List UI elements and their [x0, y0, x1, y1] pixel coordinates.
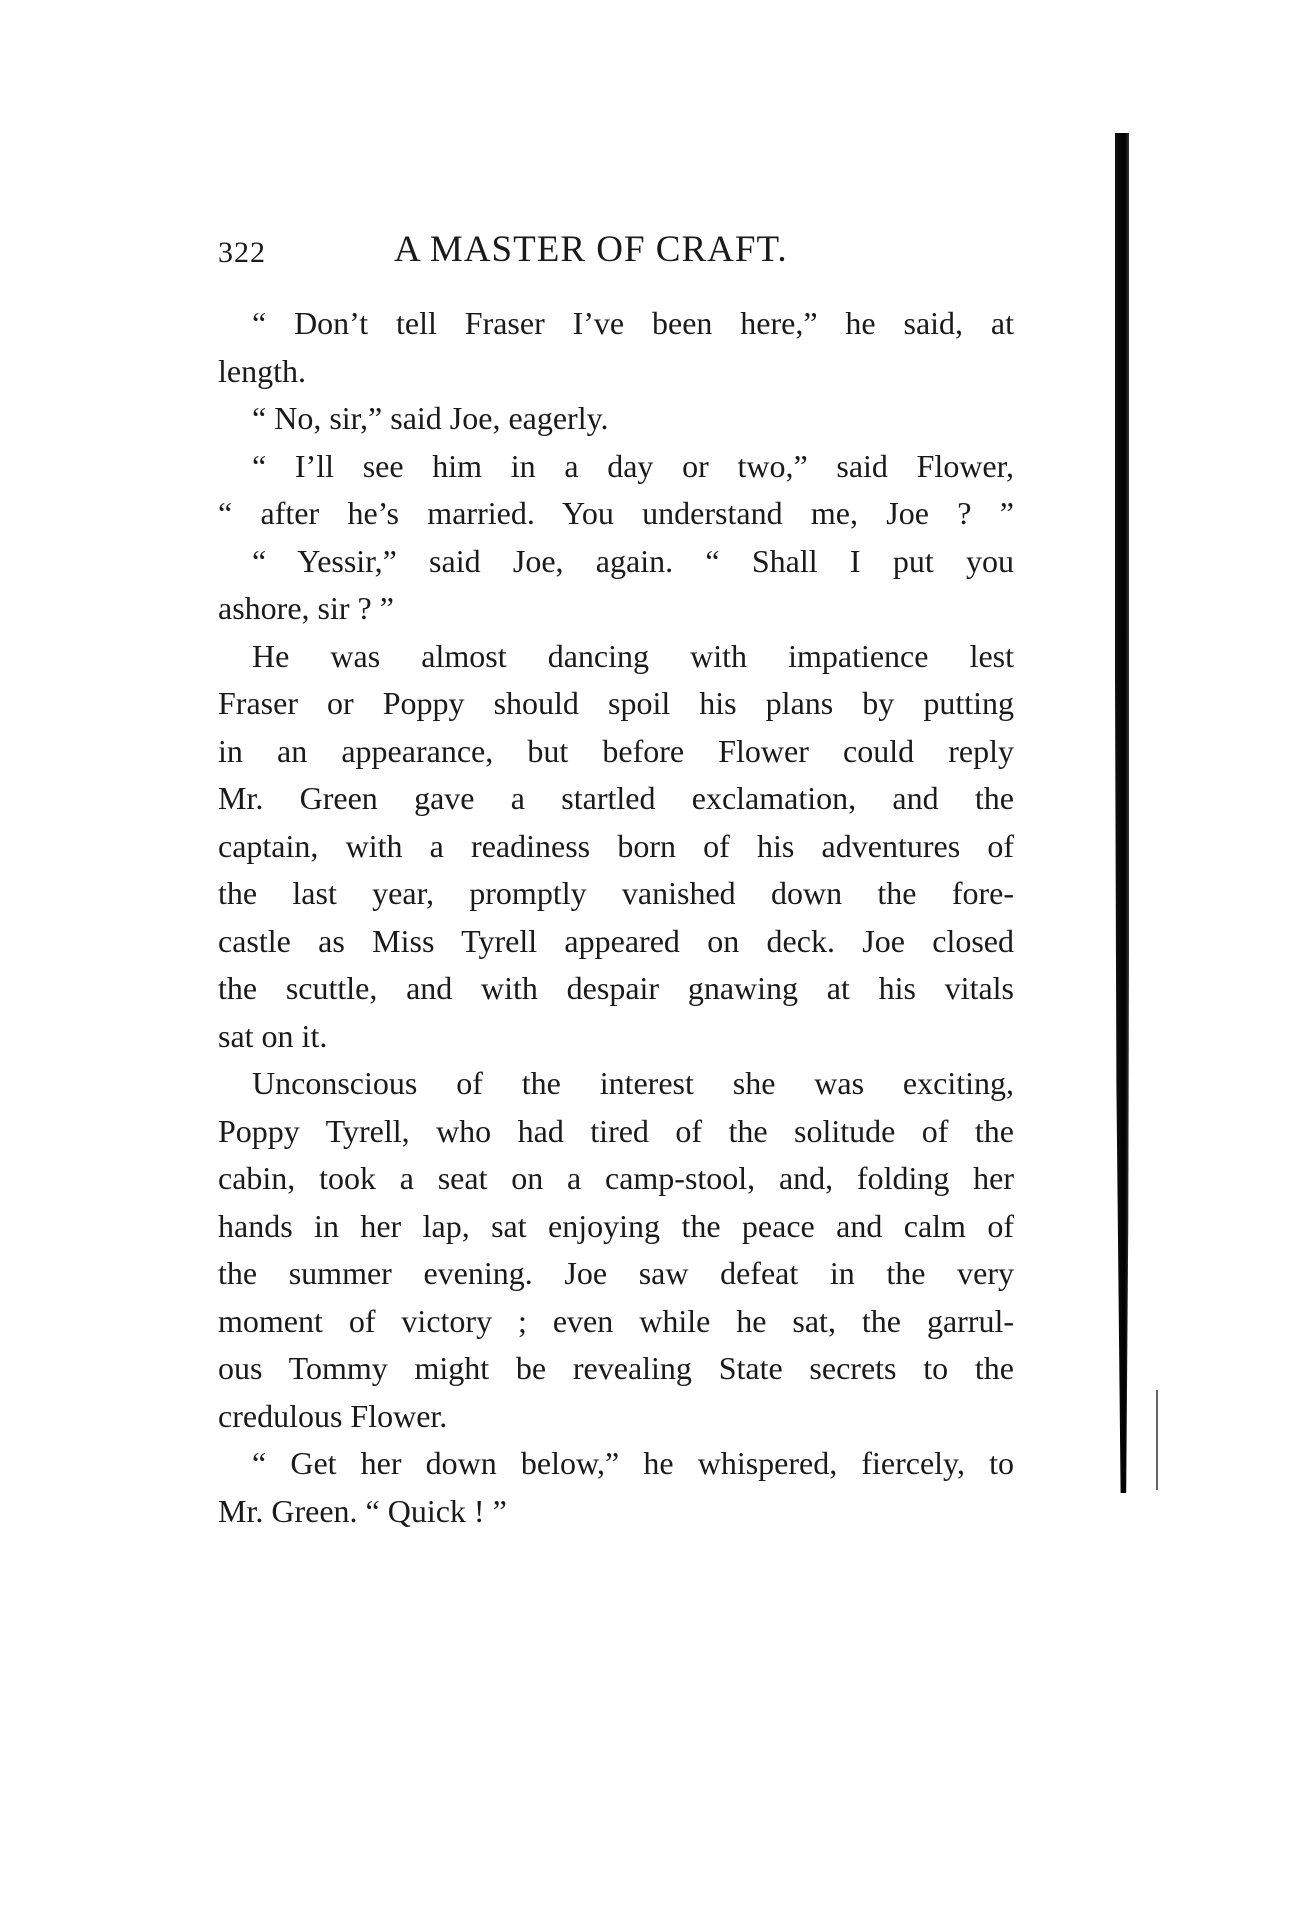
text-line: “ I’ll see him in a day or two,” said Flower, — [252, 447, 1014, 484]
text-line: the scuttle, and with despair gnawing at his vitals — [218, 970, 1014, 1006]
text-line: captain, with a readiness born of his adventures of — [218, 827, 1014, 864]
page-binding-shadow — [1115, 133, 1129, 1493]
text-line: He was almost dancing with impatience lest — [252, 637, 1014, 674]
text-line: ous Tommy might be revealing State secrets to the — [218, 1350, 1014, 1386]
text-line: Mr. Green. “ Quick ! ” — [218, 1492, 507, 1529]
text-line: credulous Flower. — [218, 1397, 448, 1434]
text-line: the last year, promptly vanished down the fore- — [218, 875, 1014, 911]
text-line: Mr. Green gave a startled exclamation, and the — [218, 780, 1014, 816]
text-line: in an appearance, but before Flower could reply — [218, 732, 1014, 769]
text-line: ashore, sir ? ” — [218, 590, 394, 626]
text-line: hands in her lap, sat enjoying the peace and calm of — [218, 1207, 1014, 1244]
text-line: moment of victory ; even while he sat, the garrul- — [218, 1302, 1014, 1339]
text-line: “ Get her down below,” he whispered, fiercely, to — [252, 1445, 1014, 1481]
body-text — [218, 300, 1014, 1535]
text-line: Poppy Tyrell, who had tired of the solitude of the — [218, 1112, 1014, 1149]
text-line: “ after he’s married. You understand me, Joe ? ” — [218, 495, 1014, 531]
text-line: the summer evening. Joe saw defeat in the very — [218, 1255, 1014, 1291]
text-line: “ Yessir,” said Joe, again. “ Shall I put you — [252, 542, 1014, 579]
text-line: Fraser or Poppy should spoil his plans by putting — [218, 685, 1014, 721]
text-line: length. — [218, 352, 306, 389]
text-line: Unconscious of the interest she was exciting, — [252, 1065, 1014, 1101]
text-line: castle as Miss Tyrell appeared on deck. Joe closed — [218, 922, 1014, 959]
page-binding-hairline — [1156, 1390, 1158, 1490]
running-head — [218, 228, 1018, 278]
running-title: A MASTER OF CRAFT. — [394, 229, 788, 270]
text-line: sat on it. — [218, 1017, 328, 1054]
text-line: “ No, sir,” said Joe, eagerly. — [252, 400, 609, 436]
page-number: 322 — [218, 236, 266, 269]
text-line: “ Don’t tell Fraser I’ve been here,” he said, at — [252, 305, 1014, 341]
text-line: cabin, took a seat on a camp-stool, and, folding her — [218, 1160, 1014, 1196]
